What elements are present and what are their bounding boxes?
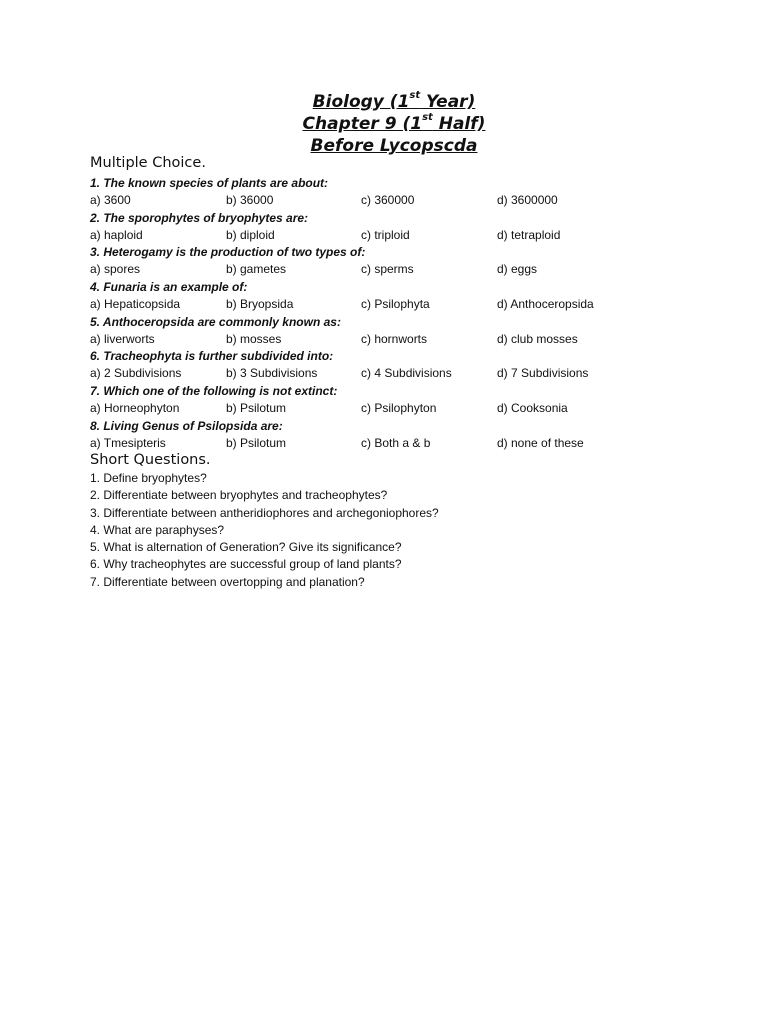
mcq-option-c: c) 360000 [361,193,415,207]
mcq-option-c: c) hornworts [361,331,428,346]
title-line2-superscript: st [422,112,433,124]
mcq-option-c: c) 4 Subdivisions [361,366,452,381]
title-line-subject [20,91,768,113]
mcq-option-b: b) mosses [226,331,282,346]
mcq-question: 2. The sporophytes of bryophytes are: [90,210,309,225]
mcq-question: 8. Living Genus of Psilopsida are: [90,418,283,433]
mcq-option-a: a) 2 Subdivisions [90,366,182,381]
mcq-options [90,261,710,278]
short-question-item: 5. What is alternation of Generation? Give its significance? [90,540,402,555]
mcq-option-b: b) diploid [226,227,275,242]
mcq-option-d: d) club mosses [497,331,578,346]
multiple-choice-list [90,175,710,453]
mcq-option-b: b) gametes [226,262,287,277]
title-line2-suffix: Half) [432,114,486,134]
mcq-option-d: d) none of these [497,435,584,450]
short-question-item: 1. Define bryophytes? [90,471,207,485]
mcq-option-c: c) Psilophyta [361,297,430,312]
mcq-options [90,227,710,244]
title-line-topic [20,135,768,157]
short-question-item: 7. Differentiate between overtopping and planation? [90,574,365,589]
mcq-option-a: a) spores [90,262,141,277]
mcq-options [90,331,710,348]
mcq-option-a: a) haploid [90,227,143,242]
mcq-option-c: c) Both a & b [361,435,431,450]
title-line2-text: Chapter 9 (1 [302,114,423,134]
mcq-option-b: b) 36000 [226,193,274,207]
mcq-option-b: b) 3 Subdivisions [226,366,318,381]
mcq-option-c: c) sperms [361,262,414,277]
short-question-item: 4. What are paraphyses? [90,522,225,537]
mcq-option-a: a) Tmesipteris [90,435,166,450]
mcq-question: 7. Which one of the following is not extinct: [90,384,338,399]
mcq-option-d: d) eggs [497,262,538,277]
mcq-item [90,383,710,418]
mcq-question: 4. Funaria is an example of: [90,280,248,295]
mcq-option-d: d) 7 Subdivisions [497,366,589,381]
mcq-option-c: c) triploid [361,227,410,242]
mcq-options [90,435,710,452]
title-line1-suffix: Year) [420,92,476,112]
short-questions-list [90,470,710,591]
mcq-option-d: d) tetraploid [497,227,561,242]
mcq-option-a: a) 3600 [90,193,131,207]
short-question-item: 2. Differentiate between bryophytes and tracheophytes? [90,488,388,503]
mcq-option-b: b) Bryopsida [226,297,294,312]
mcq-options [90,192,710,209]
mcq-item [90,210,710,245]
mcq-options [90,365,710,382]
title-line1-superscript: st [409,90,421,102]
title-line-chapter [20,113,768,135]
short-question-item: 6. Why tracheophytes are successful group of land plants? [90,557,402,572]
title-line1-text: Biology (1 [312,92,410,112]
document-title [0,91,768,157]
mcq-item [90,314,710,349]
mcq-option-a: a) Horneophyton [90,401,180,416]
mcq-question: 5. Anthoceropsida are commonly known as: [90,314,341,329]
mcq-option-d: d) 3600000 [497,193,558,207]
mcq-option-c: c) Psilophyton [361,401,437,416]
mcq-option-d: d) Cooksonia [497,401,568,416]
mcq-item [90,244,710,279]
title-line3-text: Before Lycopscda [310,136,478,156]
mcq-item [90,175,710,210]
short-question-item: 3. Differentiate between antheridiophores and archegoniophores? [90,505,439,520]
mcq-option-d: d) Anthoceropsida [497,297,594,312]
multiple-choice-heading: Multiple Choice. [90,155,206,171]
mcq-question: 3. Heterogamy is the production of two types of: [90,245,366,260]
mcq-question: 1. The known species of plants are about: [90,176,329,190]
mcq-option-b: b) Psilotum [226,435,287,450]
mcq-option-a: a) liverworts [90,331,155,346]
mcq-question: 6. Tracheophyta is further subdivided into: [90,349,334,364]
mcq-item [90,348,710,383]
mcq-item [90,418,710,453]
mcq-option-b: b) Psilotum [226,401,287,416]
mcq-item [90,279,710,314]
mcq-options [90,296,710,313]
mcq-option-a: a) Hepaticopsida [90,297,181,312]
short-questions-heading: Short Questions. [90,452,211,468]
mcq-options [90,400,710,417]
